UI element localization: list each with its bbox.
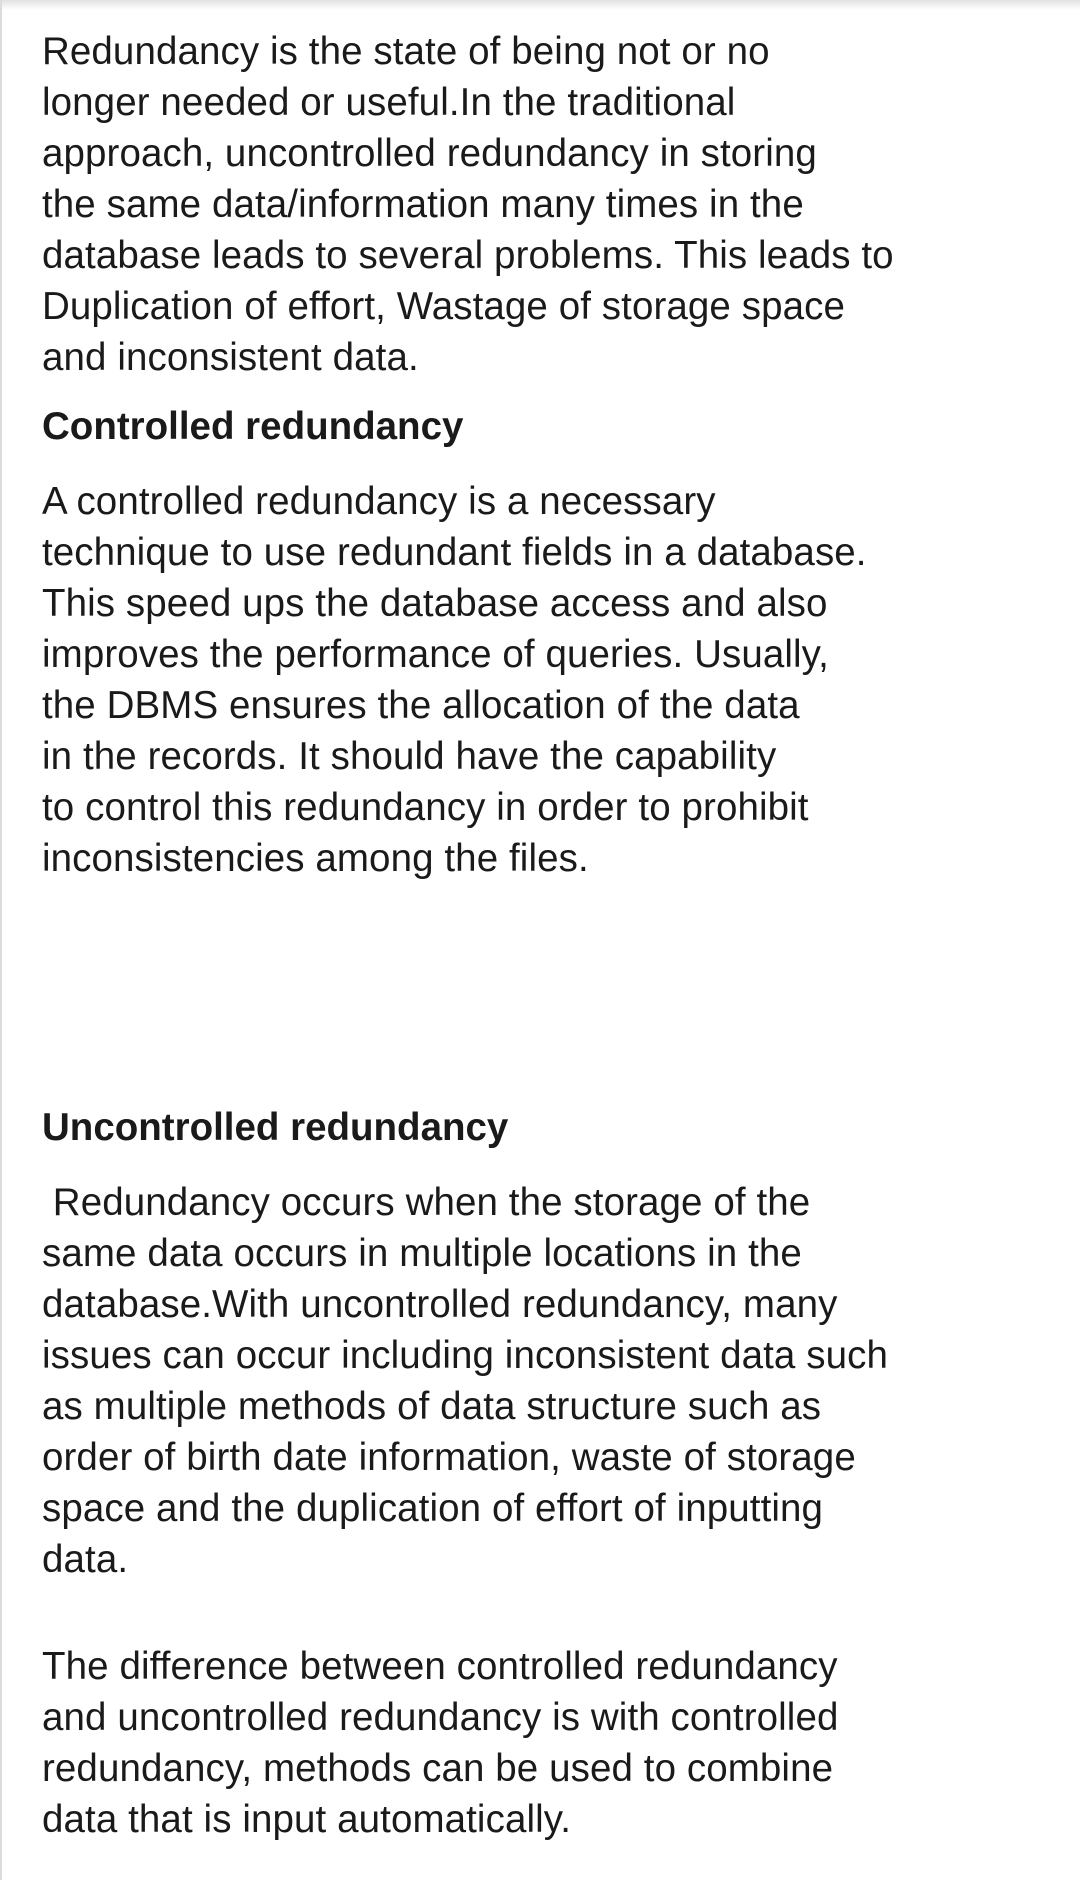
controlled-redundancy-paragraph: A controlled redundancy is a necessary technique to use redundant fields in a database. This speed ups the database access and also improves the performance of queries. Usually, the DBMS ensures the allocation of the data in the records. It should have the capability to control this redundancy in order to prohibit inconsistencies among the files. xyxy=(42,480,867,880)
difference-paragraph: The difference between controlled redundancy and uncontrolled redundancy is with controlled redundancy, methods can be used to combine data that is input automatically. xyxy=(42,1645,839,1841)
uncontrolled-redundancy-paragraph: Redundancy occurs when the storage of the same data occurs in multiple locations in the database.With uncontrolled redundancy, many issues can occur including inconsistent data such as multiple methods of data structure such as order of birth date information, waste of storage space and the duplication of effort of inputting data. xyxy=(42,1181,888,1581)
left-border xyxy=(0,0,2,1880)
controlled-redundancy-heading: Controlled redundancy xyxy=(42,405,464,448)
intro-paragraph: Redundancy is the state of being not or no longer needed or useful.In the traditional approach, uncontrolled redundancy in storing the same data/information many times in the database leads to several problems. This leads to Duplication of effort, Wastage of storage space and inconsistent data. xyxy=(42,30,894,379)
top-edge-shadow xyxy=(0,0,1080,10)
uncontrolled-redundancy-heading: Uncontrolled redundancy xyxy=(42,1106,509,1149)
answer-content xyxy=(42,26,1052,1845)
